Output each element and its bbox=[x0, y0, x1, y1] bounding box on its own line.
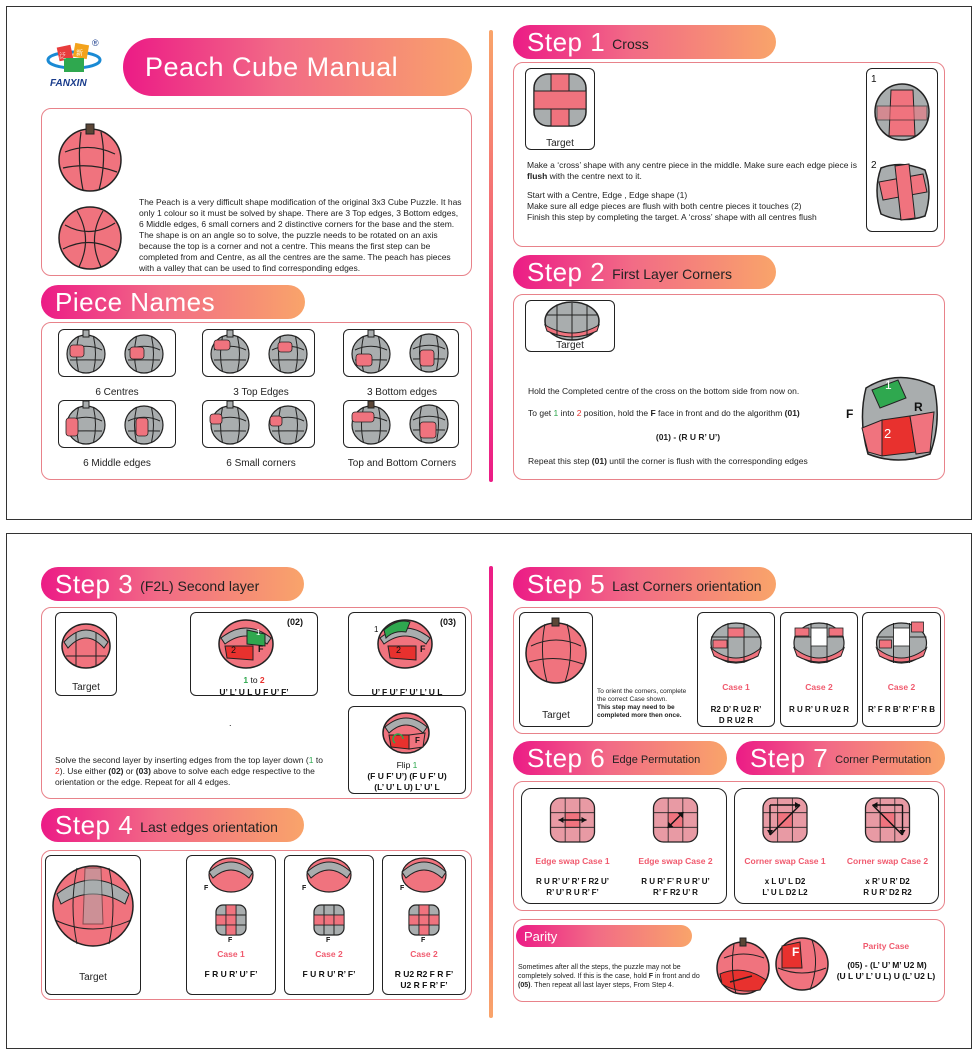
step7-title: Step 7 bbox=[750, 742, 829, 773]
step2-face-f: F bbox=[846, 407, 854, 421]
step4-case-alg: U2 R F R’ F’ bbox=[400, 980, 448, 990]
step5-title: Step 5 bbox=[527, 568, 606, 599]
parity-face-f: F bbox=[792, 945, 800, 959]
registered-mark: ® bbox=[92, 38, 99, 48]
step5-case-alg: R2 D’ R U2 R’ bbox=[710, 705, 762, 714]
step4-face-f: F bbox=[400, 885, 405, 892]
step2-line2: To get 1 into 2 position, hold the F face in front and do the algorithm (01) bbox=[528, 408, 800, 418]
step4-subtitle: Last edges orientation bbox=[140, 819, 278, 835]
intro-text: The Peach is a very difficult shape modification of the original 3x3 Cube Puzzle. It has only 1 colour so it must be solved by shape. There are 3 Top edges, 3 Bottom edges, 6 Middle edges, 6 small corners and 2 distinctive corners for the base and the stem. The shape is on an angle so to solve, the puzzle needs to be rotated on an axis because the top is a corner and not a centre. This means the first step can be completed from and Centre, as all the centres are the same. The peach has pieces with a valley that can be used to find corresponding edges. bbox=[139, 197, 462, 273]
piece-name-label: 6 Middle edges bbox=[83, 458, 151, 469]
step1-label-2: 2 bbox=[871, 160, 877, 171]
parity-alg2: (U L U’ L’ U L) U (L’ U2 L) bbox=[836, 971, 936, 981]
step3-subtitle: (F2L) Second layer bbox=[140, 578, 260, 594]
permutation-case-label: Edge swap Case 2 bbox=[638, 856, 713, 866]
step4-case-label: Case 2 bbox=[315, 949, 343, 959]
step2-num2: 2 bbox=[884, 426, 892, 441]
permutation-case-alg: x R’ U R’ D2 bbox=[865, 877, 910, 886]
step4-face-f: F bbox=[421, 937, 426, 944]
piece-name-label: 3 Bottom edges bbox=[366, 387, 438, 398]
step2-line1: Hold the Completed centre of the cross on the bottom side from now on. bbox=[528, 386, 800, 396]
parity-heading: Parity bbox=[524, 928, 558, 944]
step2-num1: 1 bbox=[885, 378, 892, 392]
step4-face-f: F bbox=[326, 937, 331, 944]
step3-title: Step 3 bbox=[55, 568, 134, 599]
permutation-case-alg: L’ U L D2 L2 bbox=[762, 888, 808, 897]
step3-case03-label: (03) bbox=[440, 617, 457, 627]
permutation-case-alg: x L U’ L D2 bbox=[764, 877, 806, 886]
step1-title: Step 1 bbox=[527, 26, 606, 57]
step5-case-label: Case 2 bbox=[805, 682, 833, 692]
svg-text:新: 新 bbox=[76, 49, 83, 57]
step4-face-f: F bbox=[204, 885, 209, 892]
logo-text: FANXIN bbox=[50, 78, 87, 89]
permutation-case-alg: R U R’ U’ R’ F R2 U’ bbox=[536, 877, 609, 886]
step3-case02-label: (02) bbox=[287, 617, 304, 627]
step2-title: Step 2 bbox=[527, 256, 606, 287]
step3-flip-label: Flip 1 bbox=[396, 760, 418, 770]
permutation-case-alg: R U R’ F’ R U R’ U’ bbox=[641, 877, 710, 886]
parity-text: Sometimes after all the steps, the puzzle may not be completely solved. If this is the case, hold F in front and do (05). Then repeat all last layer steps, From Step 4. bbox=[518, 964, 700, 989]
step3-flip-alg1: (F U F’ U’) (F U F’ U) bbox=[367, 771, 447, 781]
step2-algorithm: (01) - (R U R’ U’) bbox=[655, 432, 721, 442]
step5-case-label: Case 2 bbox=[887, 682, 916, 692]
step1-subtitle: Cross bbox=[612, 36, 649, 52]
step5-case-alg: R’ F R B’ R’ F’ R B bbox=[867, 705, 936, 714]
step6-subtitle: Edge Permutation bbox=[612, 754, 701, 766]
step3-case02-n1: 1 bbox=[256, 628, 261, 637]
piece-name-label: Top and Bottom Corners bbox=[347, 458, 457, 469]
permutation-case-alg: R’ F R2 U’ R bbox=[653, 888, 698, 897]
step4-case-alg: F U R U’ R’ F’ bbox=[302, 969, 356, 979]
piece-name-label: 3 Top Edges bbox=[233, 387, 289, 398]
parity-alg1: (05) - (L’ U’ M’ U2 M) bbox=[847, 960, 927, 970]
step4-case-label: Case 2 bbox=[410, 949, 438, 959]
step3-case02-move: 1 to 2 bbox=[243, 675, 265, 685]
step3-instructions: Solve the second layer by inserting edges from the top layer down (1 to 2). Use either (02) or (03) above to solve each edge respective to the orientation or the edge. Repeat for all 4 edges. bbox=[55, 755, 323, 787]
step1-label-1: 1 bbox=[871, 74, 877, 85]
piece-name-label: 6 Centres bbox=[95, 387, 139, 398]
step2-target-label: Target bbox=[556, 340, 584, 351]
permutation-case-label: Corner swap Case 1 bbox=[744, 856, 826, 866]
piece-names-heading: Piece Names bbox=[55, 286, 216, 317]
permutation-case-label: Edge swap Case 1 bbox=[535, 856, 610, 866]
step5-subtitle: Last Corners orientation bbox=[612, 578, 762, 594]
step2-face-r: R bbox=[914, 400, 923, 414]
step3-case03-face: F bbox=[420, 644, 426, 654]
step4-target-label: Target bbox=[79, 972, 107, 983]
step2-line3: Repeat this step (01) until the corner is flush with the corresponding edges bbox=[528, 456, 808, 466]
svg-text:泛: 泛 bbox=[59, 52, 66, 60]
step4-face-f: F bbox=[302, 885, 307, 892]
step7-subtitle: Corner Permutation bbox=[835, 754, 932, 766]
permutation-case-alg: R’ U’ R U R’ F’ bbox=[546, 888, 599, 897]
step3-flip-face: F bbox=[415, 736, 420, 745]
step5-target-label: Target bbox=[542, 710, 570, 721]
step4-case-alg: R U2 R2 F R F’ bbox=[394, 969, 454, 979]
step1-instructions: Make a ‘cross’ shape with any centre piece in the middle. Make sure each edge piece is flush with the centre next to it. Start with a Centre, Edge , Edge shape (1) Make sure all edge pieces are flush with both centre pieces it touches (2) Finish this step by completing the target. A ‘cross’ shape with all centres flush bbox=[527, 160, 857, 222]
step3-target-label: Target bbox=[72, 682, 100, 693]
step2-subtitle: First Layer Corners bbox=[612, 266, 732, 282]
step5-case-label: Case 1 bbox=[722, 682, 750, 692]
step3-flip-alg2: (L’ U’ L U) L’ U’ L bbox=[374, 782, 440, 792]
step4-title: Step 4 bbox=[55, 809, 134, 840]
permutation-case-alg: R U R’ D2 R2 bbox=[863, 888, 912, 897]
step3-case02-n2: 2 bbox=[231, 645, 237, 655]
step4-case-alg: F R U R’ U’ F’ bbox=[204, 969, 258, 979]
step3-alg03: U’ F U’ F’ U’ L’ U L bbox=[371, 687, 443, 697]
step1-target-label: Target bbox=[546, 138, 574, 149]
permutation-case-label: Corner swap Case 2 bbox=[846, 856, 929, 866]
step3-case03-n2: 2 bbox=[396, 645, 402, 655]
step3-case03-n1: 1 bbox=[374, 625, 379, 634]
step5-case-alg: D R U2 R bbox=[718, 716, 754, 725]
step4-case-label: Case 1 bbox=[217, 949, 245, 959]
piece-name-label: 6 Small corners bbox=[226, 458, 296, 469]
step6-title: Step 6 bbox=[527, 742, 606, 773]
parity-case-label: Parity Case bbox=[862, 941, 910, 951]
step3-dot: . bbox=[229, 718, 232, 728]
step3-alg02: U’ L’ U L U F U’ F’ bbox=[219, 687, 289, 697]
step3-case02-face: F bbox=[258, 644, 264, 654]
page-title: Peach Cube Manual bbox=[145, 51, 399, 82]
step4-face-f: F bbox=[228, 937, 233, 944]
step5-note: To orient the corners, complete the correct Case shown. This step may need to be completed more then once. bbox=[597, 688, 687, 719]
step5-case-alg: R U R’ U R U2 R bbox=[788, 705, 849, 714]
